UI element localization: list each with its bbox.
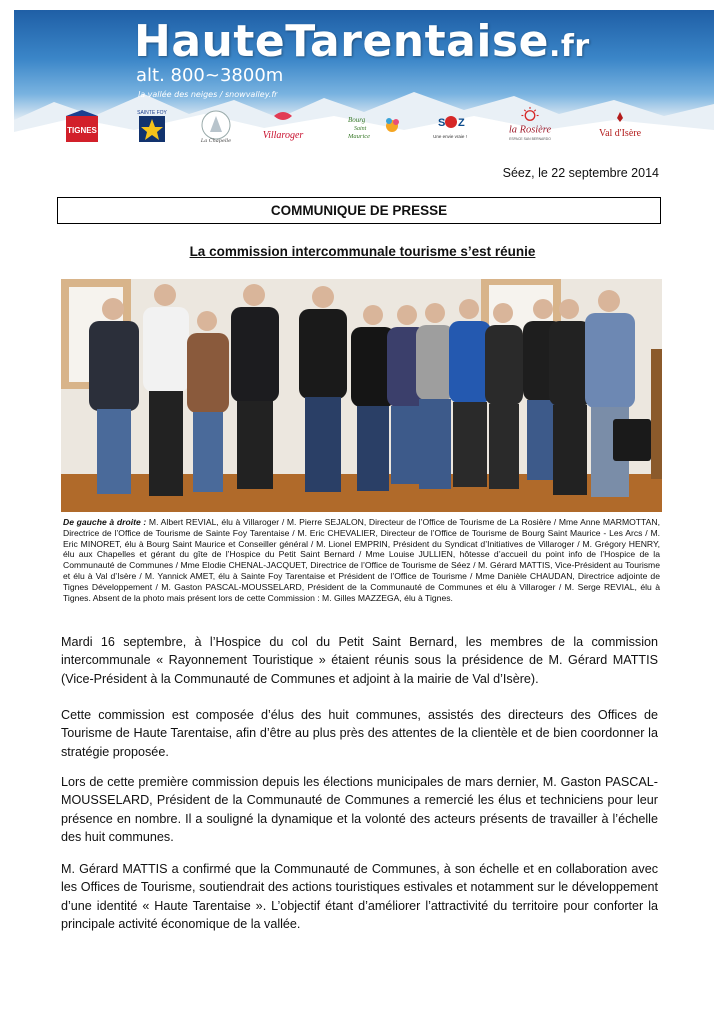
sainte-foy-logo bbox=[132, 106, 172, 144]
body-paragraph: Mardi 16 septembre, à l’Hospice du col du Petit Saint Bernard, les membres de la commission intercommunale « Rayonnement Touristique » étaient réunis sous la présidence de M. Gérard MATTIS (Vice-Président à la Communauté de Communes et adjoint à la mairie de Val d’Isère). bbox=[61, 635, 658, 686]
svg-text:la Rosière: la Rosière bbox=[508, 124, 552, 136]
caption-text: M. Albert REVIAL, élu à Villaroger / M. Pierre SEJALON, Directeur de l’Office de Tourisme de La Rosière / Mme Anne MARMOTTAN, Directrice de l’Office de Tourisme de Sainte Foy Tarentaise / M. Eric CHEVALIER, Directeur de l’Office de Tourisme de Bourg Saint Maurice - Les Arcs / M. Eric MINORET, élu à Bourg Saint Maurice et Conseiller général / M. Lionel EMPRIN, Président du Syndicat d’Initiatives de Villaroger / M. Grégory HENRY, élu aux Chapelles et gérant du gîte de l’Hospice du Petit Saint Bernard / Mme Louise JULLIEN, hôtesse d’accueil du point info de l’Hospice de la Communauté de Communes / Mme Elodie CHENAL-JACQUET, Directrice de l’Office de Tourisme de Séez / M. Gérard MATTIS, Vice-Président au Tourisme et élu à Val d’Isère / M. Yannick AMET, élu à Sainte Foy Tarentaise et Président de l’Office de Tourisme / Mme Danièle CHAUDAN, Directrice adjointe de Tignes Développement / M. Gaston PASCAL-MOUSSELARD, Président de la Communauté de Communes et élu à Villaroger / M. Serge REVIAL, élu à Tignes. Absent de la photo mais présent lors de cette Commission : M. Gilles MAZZEGA, élu à Tignes. bbox=[63, 517, 660, 603]
body-paragraph: Cette commission est composée d’élus des huit communes, assistés des directeurs des Offices de Tourisme de Haute Tarentaise, afin d’être au plus près des attentes de la clientèle et de bien coordonner la stratégie proposée. bbox=[61, 708, 658, 759]
seez-logo bbox=[428, 106, 472, 144]
svg-text:Val d'Isère: Val d'Isère bbox=[598, 128, 642, 139]
caption-lead: De gauche à droite : bbox=[63, 517, 147, 527]
val-isere-logo bbox=[590, 106, 650, 144]
header-banner bbox=[14, 10, 714, 150]
bourg-saint-maurice-logo bbox=[344, 106, 404, 144]
press-release-label: COMMUNIQUE DE PRESSE bbox=[270, 203, 448, 218]
article-headline: La commission intercommunale tourisme s’est réunie bbox=[189, 244, 536, 259]
svg-text:TIGNES: TIGNES bbox=[67, 126, 97, 135]
svg-text:Bourg: Bourg bbox=[348, 116, 366, 124]
svg-text:ESPACE SAN BERNARDO: ESPACE SAN BERNARDO bbox=[509, 137, 551, 142]
la-rosiere-logo bbox=[502, 106, 558, 144]
site-title: HauteTarentaise.fr bbox=[134, 16, 590, 67]
svg-text:S: S bbox=[438, 117, 446, 129]
group-photo bbox=[61, 279, 662, 512]
resort-logos bbox=[14, 106, 714, 148]
altitude-label: alt. 800~3800m bbox=[136, 65, 284, 86]
svg-text:Saint: Saint bbox=[354, 126, 367, 132]
press-release-header bbox=[57, 197, 661, 224]
photo-caption bbox=[63, 517, 660, 603]
svg-text:La Chapelle: La Chapelle bbox=[200, 138, 232, 144]
la-chapelle-logo bbox=[196, 106, 236, 144]
document-date: Séez, le 22 septembre 2014 bbox=[502, 166, 659, 180]
body-paragraph: Lors de cette première commission depuis les élections municipales de mars dernier, M. Gaston PASCAL-MOUSSELARD, Président de la Communauté de Communes a remercié les élus et techniciens pour leur présence en nombre. Il a souligné la dynamique et la volonté des acteurs présents de travailler à l’échelle des huit communes. bbox=[61, 775, 658, 845]
svg-text:Maurice: Maurice bbox=[348, 133, 371, 140]
svg-text:SAINTE FOY: SAINTE FOY bbox=[137, 110, 167, 116]
svg-text:Villaroger: Villaroger bbox=[262, 130, 304, 141]
svg-text:Une envie vraie !: Une envie vraie ! bbox=[433, 134, 467, 139]
svg-text:Z: Z bbox=[458, 117, 465, 129]
villaroger-logo bbox=[254, 106, 312, 144]
tignes-logo bbox=[62, 106, 102, 144]
banner-tagline: la vallée des neiges / snowvalley.fr bbox=[138, 90, 278, 99]
people-silhouettes bbox=[89, 284, 651, 497]
body-paragraph: M. Gérard MATTIS a confirmé que la Communauté de Communes, à son échelle et en collaboration avec les Offices de Tourisme, soutiendrait des actions touristiques estivales et notamment sur le développement d’une identité « Haute Tarentaise ». L’objectif étant d’améliorer l’attractivité du territoire pour conforter la principale activité économique de la vallée. bbox=[61, 862, 658, 932]
